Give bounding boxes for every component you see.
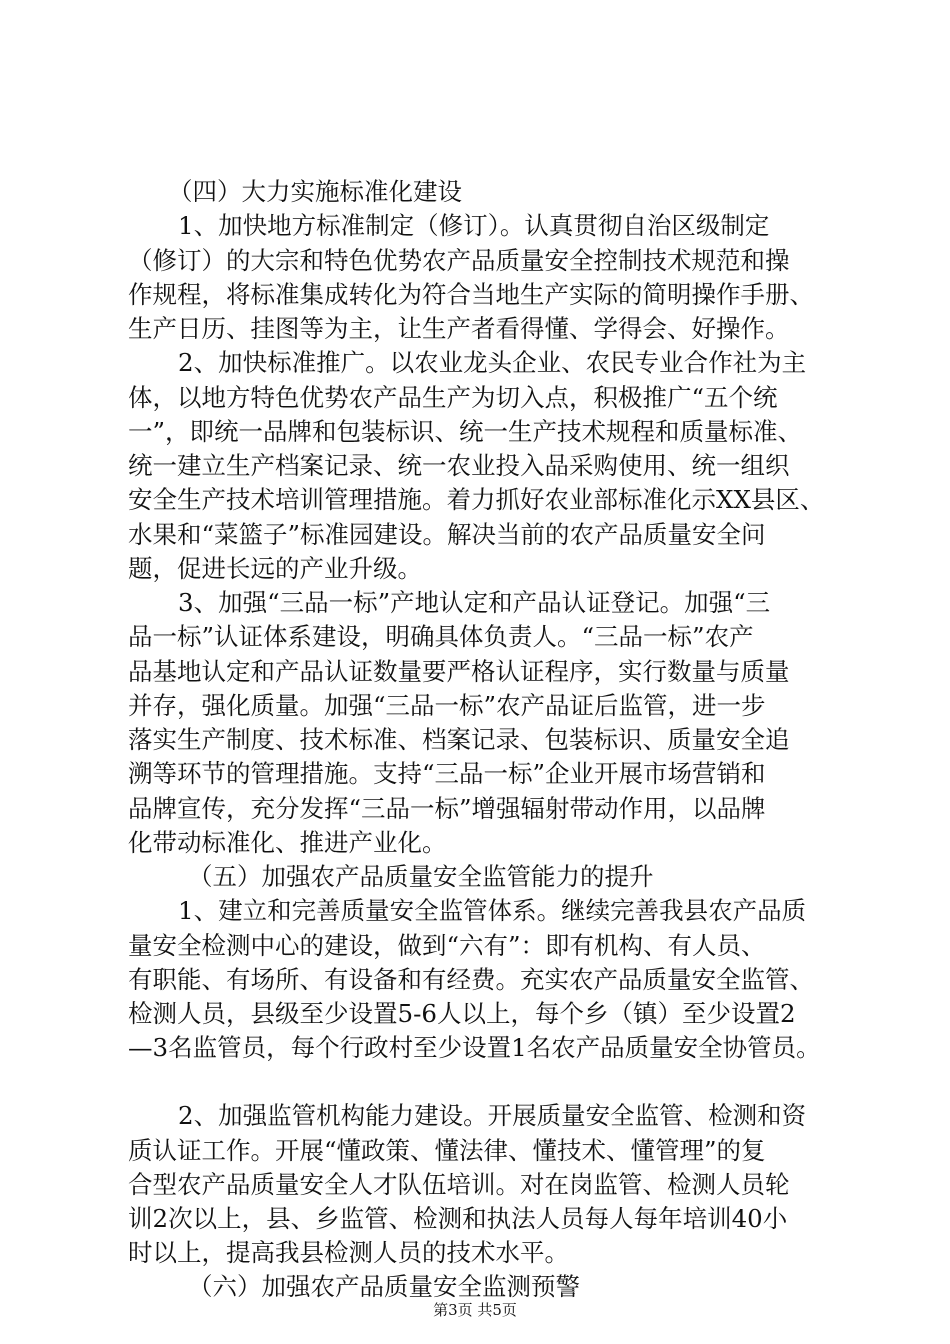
paragraph-line: 3、加强“三品一标”产地认定和产品认证登记。加强“三 (178, 588, 771, 617)
paragraph-line: 量安全检测中心的建设，做到“六有”：即有机构、有人员、 (128, 931, 766, 960)
paragraph-line: 安全生产技术培训管理措施。着力抓好农业部标准化示XX县区、 (128, 485, 825, 514)
paragraph-line: 题，促进长远的产业升级。 (128, 554, 422, 583)
paragraph-line: 质认证工作。开展“懂政策、懂法律、懂技术、懂管理”的复 (128, 1136, 766, 1165)
paragraph-line: 落实生产制度、技术标准、档案记录、包装标识、质量安全追 (128, 725, 790, 754)
paragraph-line: 2、加快标准推广。以农业龙头企业、农民专业合作社为主 (178, 348, 807, 377)
heading-section-4: （四）大力实施标准化建设 (168, 177, 462, 206)
paragraph-line: 1、建立和完善质量安全监管体系。继续完善我县农产品质 (178, 896, 807, 925)
paragraph-line: 品基地认定和产品认证数量要严格认证程序，实行数量与质量 (128, 657, 790, 686)
heading-section-6: （六）加强农产品质量安全监测预警 (188, 1272, 580, 1301)
paragraph-line: 训2次以上，县、乡监管、检测和执法人员每人每年培训40小 (128, 1204, 788, 1233)
paragraph-line: 生产日历、挂图等为主，让生产者看得懂、学得会、好操作。 (128, 314, 790, 343)
paragraph-line: （修订）的大宗和特色优势农产品质量安全控制技术规范和操 (128, 246, 790, 275)
paragraph-line: 时以上，提高我县检测人员的技术水平。 (128, 1238, 569, 1267)
paragraph-line: 体，以地方特色优势农产品生产为切入点，积极推广“五个统 (128, 383, 778, 412)
paragraph-line: 并存，强化质量。加强“三品一标”农产品证后监管，进一步 (128, 691, 766, 720)
paragraph-line: 统一建立生产档案记录、统一农业投入品采购使用、统一组织 (128, 451, 790, 480)
paragraph-line: —3名监管员，每个行政村至少设置1名农产品质量安全协管员。 (128, 1033, 821, 1062)
page-number: 第3页 共5页 (433, 1301, 517, 1319)
paragraph-line: 合型农产品质量安全人才队伍培训。对在岗监管、检测人员轮 (128, 1170, 790, 1199)
paragraph-line: 品牌宣传，充分发挥“三品一标”增强辐射带动作用，以品牌 (128, 794, 766, 823)
paragraph-line: 化带动标准化、推进产业化。 (128, 828, 447, 857)
paragraph-line: 检测人员，县级至少设置5-6人以上，每个乡（镇）至少设置2 (128, 999, 796, 1028)
paragraph-line: 作规程，将标准集成转化为符合当地生产实际的简明操作手册、 (128, 280, 814, 309)
paragraph-line: 水果和“菜篮子”标准园建设。解决当前的农产品质量安全问 (128, 520, 766, 549)
paragraph-line: 一”，即统一品牌和包装标识、统一生产技术规程和质量标准、 (128, 417, 803, 446)
paragraph-line: 品一标”认证体系建设，明确具体负责人。“三品一标”农产 (128, 622, 754, 651)
heading-section-5: （五）加强农产品质量安全监管能力的提升 (188, 862, 654, 891)
paragraph-line: 有职能、有场所、有设备和有经费。充实农产品质量安全监管、 (128, 965, 814, 994)
paragraph-line: 溯等环节的管理措施。支持“三品一标”企业开展市场营销和 (128, 759, 766, 788)
paragraph-line: 1、加快地方标准制定（修订）。认真贯彻自治区级制定 (178, 211, 770, 240)
paragraph-line: 2、加强监管机构能力建设。开展质量安全监管、检测和资 (178, 1101, 807, 1130)
